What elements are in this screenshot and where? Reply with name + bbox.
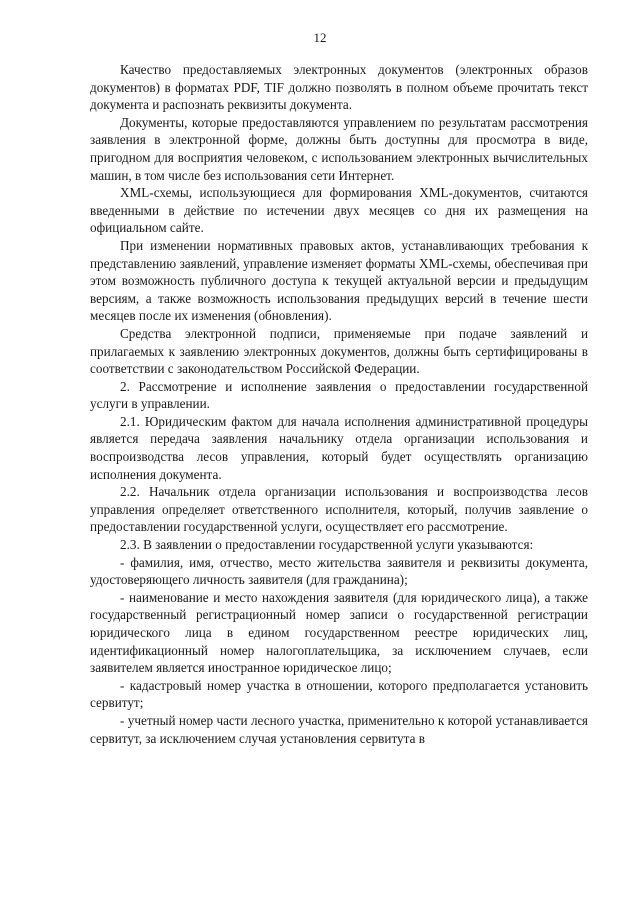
- paragraph-2-2: 2.2. Начальник отдела организации использования и воспроизводства лесов управления определяет ответственного исполнителя, который, получив заявление о предоставлении государственной услуги, осуществляет его рассмотрение.: [90, 484, 588, 535]
- paragraph-document-quality: Качество предоставляемых электронных документов (электронных образов документов) в форматах PDF, TIF должно позволять в полном объеме прочитать текст документа и распознать реквизиты документа.: [90, 62, 588, 113]
- page-number: 12: [313, 30, 327, 45]
- paragraph-section-2: 2. Рассмотрение и исполнение заявления о предоставлении государственной услуги в управлении.: [90, 378, 588, 412]
- list-item-applicant-legal-entity: - наименование и место нахождения заявителя (для юридического лица), а также государственный регистрационный номер записи о государственной регистрации юридического лица в едином государственном реестре юридических лиц, идентификационный номер налогоплательщика, за исключением случаев, если заявителем является иностранное юридическое лицо;: [90, 589, 588, 676]
- paragraph-documents-availability: Документы, которые предоставляются управлением по результатам рассмотрения заявления в электронной форме, должны быть доступны для просмотра в виде, пригодном для восприятия человеком, с использованием электронных вычислительных машин, в том числе без использования сети Интернет.: [90, 114, 588, 183]
- paragraph-2-3: 2.3. В заявлении о предоставлении государственной услуги указываются:: [120, 537, 534, 553]
- paragraph-electronic-signature: Средства электронной подписи, применяемые при подаче заявлений и прилагаемых к заявлению электронных документов, должны быть сертифицированы в соответствии с законодательством Российской Федерации.: [90, 325, 588, 377]
- paragraph-xml-schemas: XML-схемы, использующиеся для формирования XML-документов, считаются введенными в действие по истечении двух месяцев со дня их размещения на официальном сайте.: [90, 185, 588, 236]
- list-item-forest-plot-number: - учетный номер части лесного участка, применительно к которой устанавливается сервитут, за исключением случая установления сервитута в: [90, 712, 588, 746]
- paragraph-2-1: 2.1. Юридическим фактом для начала исполнения административной процедуры является передача заявления начальнику отдела организации использования и воспроизводства лесов управления, который будет осуществлять организацию исполнения документа.: [90, 413, 588, 482]
- document-body: [90, 61, 588, 747]
- paragraph-xml-schema-changes: При изменении нормативных правовых актов, устанавливающих требования к представлению заявлений, управление изменяет форматы XML-схемы, обеспечивая при этом возможность публичного доступа к текущей актуальной версии и предыдущим версиям, а также возможность использования предыдущих версий в течение шести месяцев после их изменения (обновления).: [90, 237, 588, 324]
- list-item-applicant-citizen: - фамилия, имя, отчество, место жительства заявителя и реквизиты документа, удостоверяющего личность заявителя (для гражданина);: [90, 554, 588, 588]
- list-item-cadastral-number: - кадастровый номер участка в отношении, которого предполагается установить сервитут;: [90, 677, 588, 711]
